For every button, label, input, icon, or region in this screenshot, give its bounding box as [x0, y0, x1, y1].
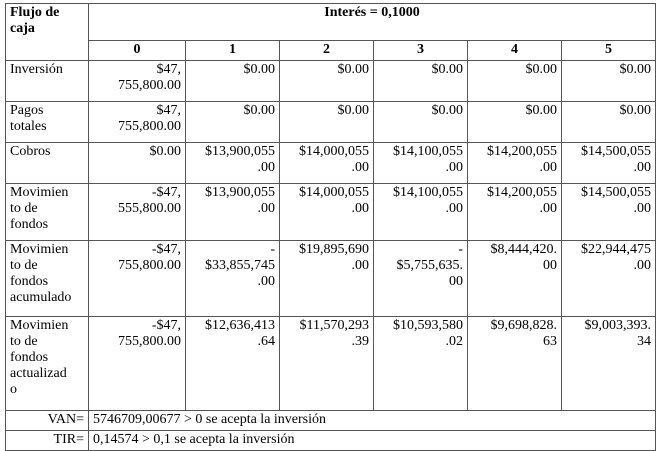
summary-row-tir [6, 431, 656, 451]
table-cell: $14,500,055 .00 [562, 143, 656, 184]
period-header: 1 [186, 41, 280, 61]
header-row-title [6, 4, 656, 41]
table-cell: $12,636,413 .64 [186, 317, 280, 411]
period-header: 4 [468, 41, 562, 61]
period-header: 3 [374, 41, 468, 61]
tir-label: TIR= [6, 431, 89, 451]
row-label: Movimien to de fondos acumulado [6, 241, 89, 317]
row-label-header: Flujo de caja [6, 4, 89, 61]
table-cell: $19,895,690 .00 [280, 241, 374, 317]
table-cell: $0.00 [89, 143, 186, 184]
row-label: Cobros [6, 143, 89, 184]
table-row-cobros [6, 143, 656, 184]
row-label: Inversión [6, 61, 89, 102]
period-header: 5 [562, 41, 656, 61]
table-cell: -$47, 755,800.00 [89, 241, 186, 317]
cash-flow-table [5, 3, 656, 451]
table-cell: $0.00 [562, 61, 656, 102]
table-cell: $14,000,055 .00 [280, 184, 374, 241]
table-cell: $14,000,055 .00 [280, 143, 374, 184]
period-header: 2 [280, 41, 374, 61]
table-cell: $14,100,055 .00 [374, 143, 468, 184]
table-row-movimiento-fondos [6, 184, 656, 241]
summary-row-van [6, 411, 656, 431]
van-label: VAN= [6, 411, 89, 431]
table-cell: $47, 755,800.00 [89, 102, 186, 143]
table-cell: $22,944,475 .00 [562, 241, 656, 317]
table-cell: $9,003,393. 34 [562, 317, 656, 411]
table-cell: $13,900,055 .00 [186, 184, 280, 241]
table-cell: -$47, 755,800.00 [89, 317, 186, 411]
header-row-periods [6, 41, 656, 61]
table-cell: - $5,755,635. 00 [374, 241, 468, 317]
table-row-movimiento-actualizado [6, 317, 656, 411]
table-cell: -$47, 555,800.00 [89, 184, 186, 241]
table-cell: $13,900,055 .00 [186, 143, 280, 184]
table-cell: $8,444,420. 00 [468, 241, 562, 317]
table-cell: $0.00 [186, 102, 280, 143]
van-value: 5746709,00677 > 0 se acepta la inversión [89, 411, 656, 431]
table-row-movimiento-acumulado [6, 241, 656, 317]
table-cell: $47, 755,800.00 [89, 61, 186, 102]
table-cell: $0.00 [280, 102, 374, 143]
tir-value: 0,14574 > 0,1 se acepta la inversión [89, 431, 656, 451]
table-cell: - $33,855,745 .00 [186, 241, 280, 317]
interest-rate-title: Interés = 0,1000 [89, 4, 656, 41]
table-cell: $0.00 [186, 61, 280, 102]
table-cell: $11,570,293 .39 [280, 317, 374, 411]
table-cell: $0.00 [562, 102, 656, 143]
table-cell: $9,698,828. 63 [468, 317, 562, 411]
table-cell: $0.00 [468, 102, 562, 143]
row-label: Pagos totales [6, 102, 89, 143]
table-cell: $0.00 [374, 102, 468, 143]
table-cell: $14,100,055 .00 [374, 184, 468, 241]
row-label: Movimien to de fondos [6, 184, 89, 241]
table-cell: $0.00 [280, 61, 374, 102]
period-header: 0 [89, 41, 186, 61]
row-label: Movimien to de fondos actualizad o [6, 317, 89, 411]
table-cell: $0.00 [374, 61, 468, 102]
table-cell: $0.00 [468, 61, 562, 102]
table-row-inversion [6, 61, 656, 102]
table-cell: $14,200,055 .00 [468, 184, 562, 241]
table-cell: $14,500,055 .00 [562, 184, 656, 241]
table-cell: $10,593,580 .02 [374, 317, 468, 411]
table-row-pagos-totales [6, 102, 656, 143]
table-cell: $14,200,055 .00 [468, 143, 562, 184]
